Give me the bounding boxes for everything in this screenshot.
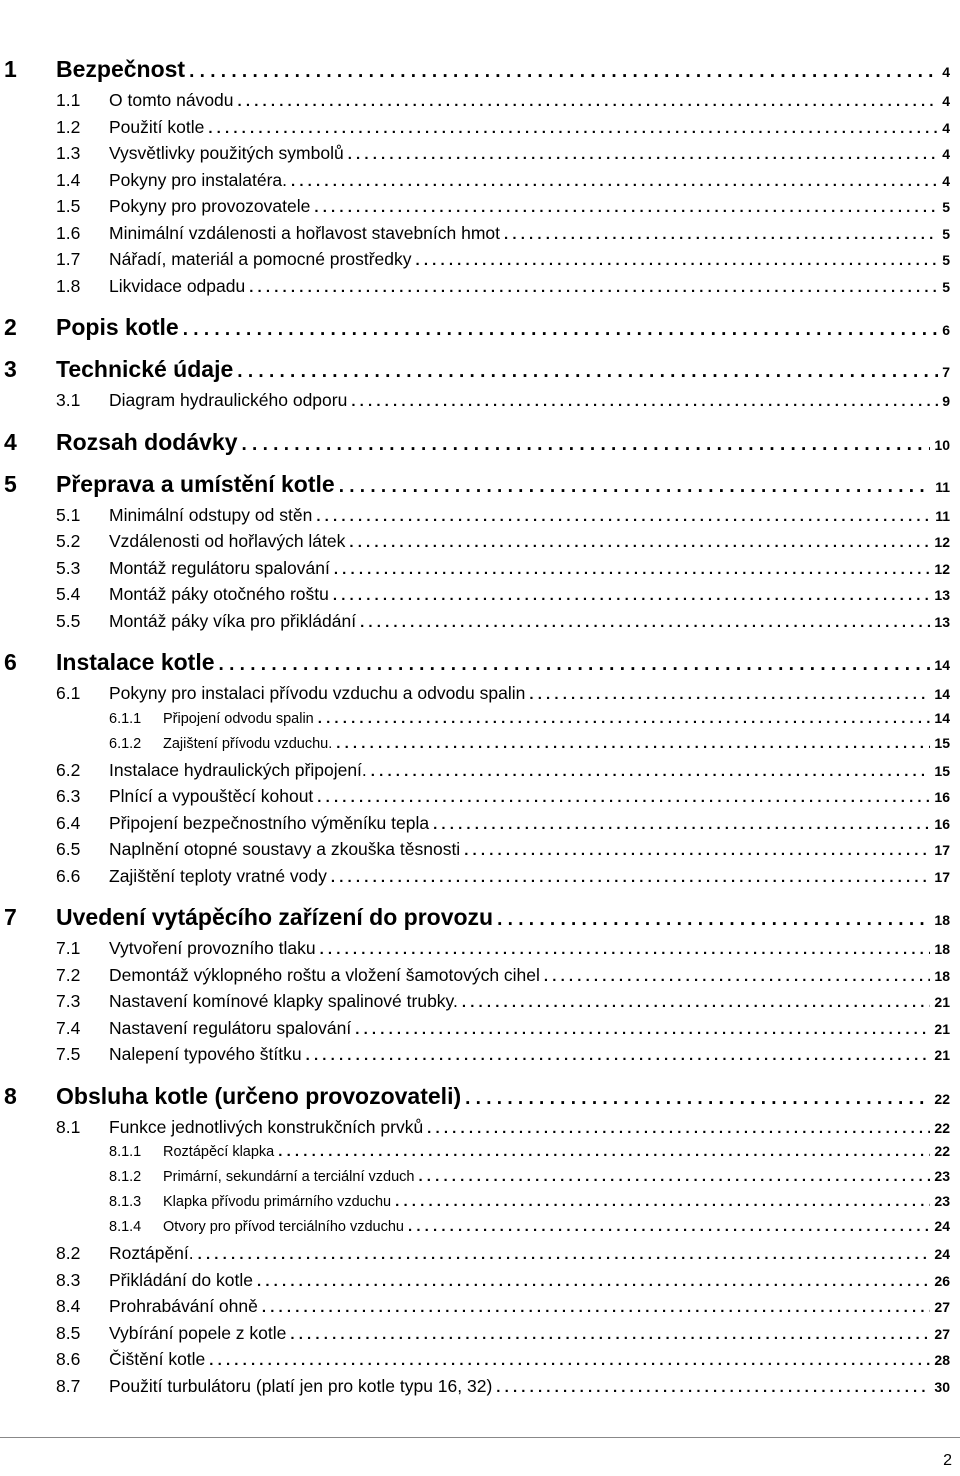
toc-entry-page: 17 [934,868,950,885]
toc-entry-page: 10 [934,436,950,453]
toc-entry-page: 21 [934,1047,950,1063]
toc-entry-page: 21 [934,994,950,1010]
toc-entry[interactable] [0,117,960,144]
toc-entry[interactable] [0,249,960,276]
toc-dot-leader [497,909,930,931]
toc-entry-title: Plnící a vypouštěcí kohout [109,786,314,806]
toc-entry-page: 12 [934,534,950,550]
toc-entry-title: Klapka přívodu primárního vzduchu [163,1194,392,1210]
toc-dot-leader [462,994,931,1011]
toc-entry-number: 8.4 [56,1296,81,1316]
toc-dot-leader [371,763,931,780]
toc-entry-number: 3.1 [56,390,81,410]
toc-entry-title: O tomto návodu [109,90,234,110]
toc-entry-page: 7 [942,364,950,380]
toc-entry[interactable] [0,143,960,170]
toc-dot-leader [544,968,931,985]
toc-entry-page: 17 [934,842,950,858]
toc-dot-leader [318,710,931,727]
toc-entry-number: 6.6 [56,865,81,886]
toc-entry[interactable] [0,991,960,1018]
toc-entry[interactable] [0,965,960,992]
toc-entry-title: Popis kotle [56,314,179,340]
toc-entry-page: 26 [934,1272,950,1289]
toc-dot-leader [306,1047,931,1064]
toc-entry-title: Instalace hydraulických připojení. [109,759,367,780]
toc-entry-page: 23 [934,1168,950,1184]
toc-dot-leader [249,279,938,296]
toc-entry-number: 7.3 [56,991,81,1011]
toc-dot-leader [278,1143,930,1160]
toc-dot-leader [189,61,938,83]
toc-dot-leader [317,789,930,806]
toc-entry-number: 6.1 [56,683,81,703]
footer-divider [0,1437,960,1438]
toc-entry-title: Naplnění otopné soustavy a zkouška těsnosti [109,839,461,859]
toc-entry-title: Diagram hydraulického odporu [109,390,348,410]
toc-entry-title: Montáž páky otočného roštu [109,584,329,604]
toc-entry-number: 7.4 [56,1017,81,1038]
toc-entry-number: 8.7 [56,1375,81,1396]
toc-entry-title: Bezpečnost [56,56,186,82]
toc-entry-page: 12 [934,560,950,577]
toc-entry[interactable] [0,1270,960,1297]
toc-entry-number: 7.2 [56,964,81,985]
toc-entry-number: 8.1.2 [109,1169,142,1185]
toc-dot-leader [464,842,930,859]
toc-dot-leader [291,173,938,190]
toc-entry[interactable] [0,90,960,117]
toc-entry-number: 7 [4,904,17,930]
toc-entry[interactable] [0,786,960,813]
toc-entry[interactable] [0,314,960,344]
toc-entry-page: 23 [934,1193,950,1209]
toc-entry-page: 22 [934,1119,950,1136]
toc-entry-number: 5.1 [56,504,81,525]
toc-entry-number: 8.1 [56,1116,81,1137]
toc-entry-title: Minimální vzdálenosti a hořlavost stavebních hmot [109,222,501,243]
toc-entry-title: Montáž páky víka pro přikládání [109,610,357,631]
toc-entry-title: Pokyny pro instalaci přívodu vzduchu a odvodu spalin [109,683,526,703]
toc-entry[interactable] [0,56,960,86]
toc-entry-page: 21 [934,1020,950,1037]
toc-entry-page: 27 [934,1299,950,1315]
toc-dot-leader [320,941,931,958]
toc-entry-page: 18 [934,912,950,928]
toc-dot-leader [408,1218,930,1235]
toc-entry-title: Použití kotle [109,116,205,137]
toc-entry-number: 6.5 [56,839,81,859]
toc-entry-page: 13 [934,587,950,603]
toc-dot-leader [208,120,938,137]
toc-entry-page: 18 [934,941,950,957]
toc-dot-leader [349,534,930,551]
toc-entry-title: Obsluha kotle (určeno provozovateli) [56,1082,462,1109]
toc-entry-title: Likvidace odpadu [109,275,246,296]
toc-dot-leader [209,1352,930,1369]
toc-entry-number: 8 [4,1082,17,1109]
toc-dot-leader [355,1021,930,1038]
toc-entry-number: 5.3 [56,557,81,578]
toc-entry-number: 1.8 [56,275,81,296]
toc-entry[interactable] [0,866,960,893]
toc-entry[interactable] [0,1193,960,1218]
toc-entry[interactable] [0,196,960,223]
toc-entry[interactable] [0,1018,960,1045]
toc-entry-title: Technické údaje [56,356,234,382]
toc-entry-title: Rozsah dodávky [56,428,238,455]
toc-dot-leader [427,1120,930,1137]
toc-entry-page: 22 [934,1143,950,1159]
toc-entry-title: Zajištění teploty vratné vody [109,865,327,886]
toc-entry[interactable] [0,683,960,710]
toc-entry-title: Pokyny pro instalatéra. [109,169,288,190]
toc-entry[interactable] [0,276,960,303]
toc-dot-leader [465,1088,930,1110]
toc-entry[interactable] [0,1296,960,1323]
toc-entry-number: 7.1 [56,938,81,958]
toc-entry[interactable] [0,1168,960,1193]
toc-entry-number: 8.3 [56,1269,81,1290]
toc-dot-leader [339,476,932,498]
toc-entry-number: 1.6 [56,222,81,243]
toc-entry-number: 1.4 [56,169,81,190]
toc-entry-title: Vysvětlivky použitých symbolů [109,143,344,163]
toc-dot-leader [257,1273,930,1290]
toc-entry-page: 11 [935,507,950,524]
toc-entry[interactable] [0,1243,960,1270]
toc-entry[interactable] [0,710,960,735]
page-number: 2 [943,1452,952,1469]
toc-entry[interactable] [0,584,960,611]
toc-entry-number: 1.5 [56,196,81,216]
toc-entry-page: 5 [942,278,950,295]
toc-dot-leader [242,434,931,456]
toc-entry-page: 4 [942,93,950,109]
toc-entry-page: 4 [942,119,950,136]
toc-dot-leader [496,1379,930,1396]
toc-entry-page: 16 [934,815,950,832]
toc-entry-page: 14 [934,709,950,726]
toc-entry-number: 1 [4,56,17,82]
toc-entry-page: 22 [934,1090,950,1107]
toc-entry-page: 6 [942,322,950,338]
toc-entry[interactable] [0,1143,960,1168]
toc-entry-page: 18 [934,967,950,984]
toc-dot-leader [418,1168,930,1185]
toc-entry-number: 3 [4,356,17,382]
toc-entry-number: 8.5 [56,1322,81,1343]
toc-dot-leader [360,614,930,631]
toc-dot-leader [331,869,931,886]
toc-entry[interactable] [0,813,960,840]
toc-entry-page: 28 [934,1352,950,1368]
toc-dot-leader [316,508,931,525]
toc-entry-title: Vzdálenosti od hořlavých látek [109,531,346,551]
table-of-contents [0,56,960,1402]
toc-dot-leader [198,1246,931,1263]
toc-entry-number: 6.4 [56,812,81,833]
toc-entry-title: Vytvoření provozního tlaku [109,938,316,958]
toc-entry[interactable] [0,1376,960,1403]
toc-entry-number: 8.6 [56,1349,81,1369]
toc-entry-title: Použití turbulátoru (platí jen pro kotle typu 16, 32) [109,1375,493,1396]
toc-entry[interactable] [0,649,960,679]
toc-dot-leader [336,735,930,752]
toc-entry-page: 5 [942,225,950,242]
toc-entry[interactable] [0,429,960,459]
toc-dot-leader [334,561,931,578]
toc-entry-page: 4 [942,172,950,189]
toc-entry-number: 1.3 [56,143,81,163]
toc-entry-title: Nastavení komínové klapky spalinové trubky. [109,991,458,1011]
toc-entry-title: Vybírání popele z kotle [109,1322,287,1343]
toc-entry-number: 2 [4,314,17,340]
toc-entry-title: Zajištení přívodu vzduchu. [163,735,333,752]
toc-entry-title: Přikládání do kotle [109,1269,253,1290]
toc-entry[interactable] [0,170,960,197]
toc-entry-title: Funkce jednotlivých konstrukčních prvků [109,1116,424,1137]
toc-entry-page: 4 [942,64,950,80]
toc-entry[interactable] [0,1044,960,1071]
toc-entry-page: 13 [934,613,950,630]
toc-entry-number: 8.1.4 [109,1219,142,1235]
toc-dot-leader [351,393,938,410]
toc-dot-leader [237,361,938,383]
toc-entry-title: Minimální odstupy od stěn [109,504,313,525]
toc-dot-leader [348,146,938,163]
toc-entry[interactable] [0,1323,960,1350]
toc-entry[interactable] [0,611,960,638]
toc-entry-page: 4 [942,146,950,162]
toc-entry-page: 30 [934,1378,950,1395]
toc-entry-title: Montáž regulátoru spalování [109,557,330,578]
toc-entry-number: 5 [4,470,17,497]
toc-dot-leader [238,93,939,110]
toc-entry-number: 8.2 [56,1243,81,1263]
toc-entry[interactable] [0,760,960,787]
toc-dot-leader [183,319,939,341]
toc-entry[interactable] [0,356,960,386]
toc-entry-page: 15 [934,734,950,751]
toc-entry-number: 1.7 [56,249,81,269]
toc-entry-number: 6.2 [56,759,81,780]
toc-entry[interactable] [0,471,960,501]
toc-entry-number: 6.1.1 [109,710,142,727]
toc-entry[interactable] [0,1349,960,1376]
toc-entry-page: 5 [942,199,950,215]
toc-entry-number: 1.1 [56,90,81,110]
toc-entry-number: 8.1.3 [109,1194,142,1210]
toc-dot-leader [529,686,930,703]
toc-entry[interactable] [0,1083,960,1113]
toc-dot-leader [219,654,931,676]
toc-dot-leader [262,1299,931,1316]
toc-entry-title: Roztápěcí klapka [163,1144,275,1160]
toc-dot-leader [290,1326,930,1343]
toc-entry-number: 1.2 [56,116,81,137]
toc-entry[interactable] [0,938,960,965]
toc-entry-title: Pokyny pro provozovatele [109,196,311,216]
toc-entry-page: 14 [934,657,950,673]
toc-entry-number: 6.3 [56,786,81,806]
toc-entry-title: Demontáž výklopného roštu a vložení šamotových cihel [109,964,540,985]
toc-entry[interactable] [0,1117,960,1144]
toc-entry-page: 11 [935,478,950,495]
toc-dot-leader [333,587,931,604]
toc-entry-title: Instalace kotle [56,649,215,675]
toc-entry[interactable] [0,505,960,532]
toc-entry-title: Otvory pro přívod terciálního vzduchu [163,1219,404,1235]
toc-entry[interactable] [0,904,960,934]
toc-entry-title: Připojení bezpečnostního výměníku tepla [109,812,430,833]
toc-entry-title: Nalepení typového štítku [109,1044,302,1064]
toc-entry-number: 6 [4,649,17,675]
toc-entry[interactable] [0,558,960,585]
toc-entry-title: Nářadí, materiál a pomocné prostředky [109,249,412,269]
toc-dot-leader [416,252,939,269]
toc-entry-page: 24 [934,1246,950,1262]
toc-dot-leader [314,199,938,216]
toc-entry[interactable] [0,390,960,417]
toc-entry-title: Přeprava a umístění kotle [56,470,335,497]
toc-entry-number: 8.1.1 [109,1144,142,1160]
toc-entry-title: Primární, sekundární a terciální vzduch [163,1169,415,1185]
toc-entry-title: Prohrabávání ohně [109,1296,258,1316]
toc-entry-title: Připojení odvodu spalin [163,710,314,727]
toc-entry-page: 27 [934,1325,950,1342]
toc-entry-number: 4 [4,428,17,455]
toc-entry-title: Čištění kotle [109,1349,206,1369]
toc-entry-title: Uvedení vytápěcího zařízení do provozu [56,904,494,930]
toc-dot-leader [395,1193,930,1210]
toc-entry-number: 5.2 [56,531,81,551]
toc-entry-page: 14 [934,686,950,702]
toc-entry[interactable] [0,839,960,866]
toc-dot-leader [433,816,930,833]
toc-entry[interactable] [0,1218,960,1243]
toc-entry-page: 5 [942,252,950,268]
toc-entry-title: Nastavení regulátoru spalování [109,1017,352,1038]
toc-entry-page: 15 [934,762,950,779]
toc-entry-title: Roztápění. [109,1243,194,1263]
toc-entry-number: 5.5 [56,610,81,631]
toc-entry-number: 7.5 [56,1044,81,1064]
toc-entry[interactable] [0,735,960,760]
toc-entry[interactable] [0,223,960,250]
toc-entry-number: 5.4 [56,584,81,604]
toc-entry-page: 9 [942,393,950,409]
toc-entry-page: 16 [934,789,950,805]
toc-entry-number: 6.1.2 [109,735,142,752]
toc-dot-leader [504,226,938,243]
toc-entry[interactable] [0,531,960,558]
toc-entry-page: 24 [934,1218,950,1234]
